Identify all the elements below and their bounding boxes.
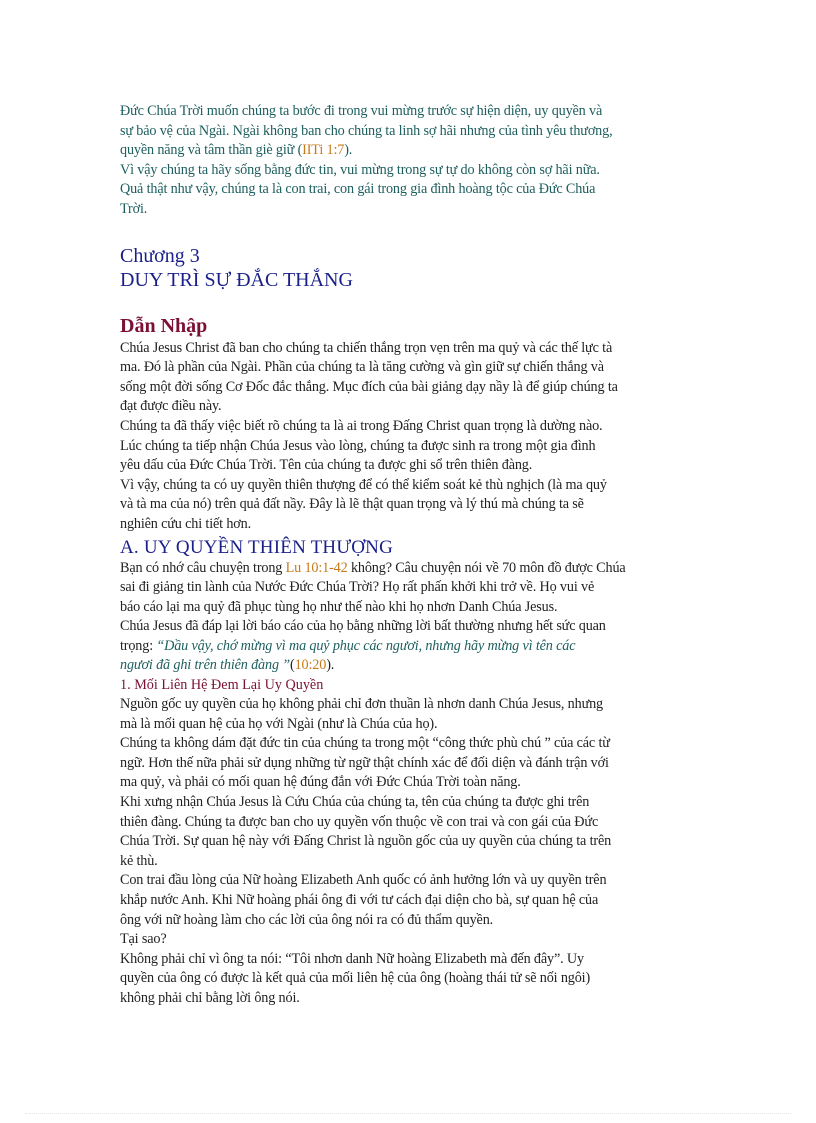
page-bottom-divider — [25, 1113, 791, 1114]
text-line: Đức Chúa Trời muốn chúng ta bước đi trong vui mừng trước sự hiện diện, uy quyền và — [120, 103, 603, 119]
text-line: Chúa Jesus đã đáp lại lời báo cáo của họ bằng những lời bất thường nhưng hết sức quan — [120, 618, 606, 635]
subsection-heading: 1. Mối Liên Hệ Đem Lại Uy Quyền — [120, 677, 324, 694]
text-span: ( — [290, 657, 295, 674]
text-line: Quả thật như vậy, chúng ta là con trai, con gái trong gia đình hoàng tộc của Đức Chúa — [120, 181, 596, 198]
text-line: nghiên cứu chi tiết hơn. — [120, 515, 251, 532]
text-line: Không phải chỉ vì ông ta nói: “Tôi nhơn danh Nữ hoàng Elizabeth mà đến đây”. Uy — [120, 950, 584, 967]
text-line: ngữ. Hơn thế nữa phải sử dụng những từ ngữ thật chính xác để đối diện và đánh trận với — [120, 754, 609, 771]
text-line: không phải chỉ bằng lời ông nói. — [120, 989, 300, 1006]
text-span: ). — [344, 142, 353, 159]
opening-paragraph — [120, 102, 700, 220]
text-line: yêu dấu của Đức Chúa Trời. Tên của chúng ta được ghi sổ trên thiên đàng. — [120, 457, 533, 474]
text-line — [120, 559, 700, 579]
scripture-reference: 10:20 — [294, 657, 327, 674]
text-line: báo cáo lại ma quỷ đã phục tùng họ như thế nào khi họ nhơn Danh Chúa Jesus. — [120, 598, 558, 615]
text-line: đạt được điều này. — [120, 398, 222, 415]
scripture-quote: ngươi đã ghi trên thiên đàng ” — [120, 657, 291, 674]
text-line: Tại sao? — [120, 931, 167, 948]
text-span: không? Câu chuyện nói về 70 môn đồ được Chúa — [347, 559, 626, 576]
text-line: Con trai đầu lòng của Nữ hoàng Elizabeth Anh quốc có ảnh hưởng lớn và uy quyền trên — [120, 872, 607, 889]
text-line: mà là mối quan hệ của họ với Ngài (như là Chúa của họ). — [120, 715, 438, 732]
text-line: Chúng ta đã thấy việc biết rõ chúng ta là ai trong Đấng Christ quan trọng là dường nào. — [120, 417, 603, 434]
text-line: Nguồn gốc uy quyền của họ không phải chỉ đơn thuần là nhơn danh Chúa Jesus, nhưng — [120, 696, 603, 713]
text-line: kẻ thù. — [120, 852, 158, 869]
text-span: trọng: — [120, 637, 157, 654]
text-line — [120, 656, 700, 676]
text-line: sự bảo vệ của Ngài. Ngài không ban cho chúng ta linh sợ hãi nhưng của tình yêu thương, — [120, 122, 613, 139]
text-line: Vì vậy, chúng ta có uy quyền thiên thượng để có thể kiểm soát kẻ thù nghịch (là ma quỷ — [120, 476, 607, 493]
text-line: Vì vậy chúng ta hãy sống bằng đức tin, vui mừng trong sự tự do không còn sợ hãi nữa. — [120, 161, 600, 178]
document-page — [120, 102, 700, 1009]
text-line: thiên đàng. Chúng ta được ban cho uy quyền vốn thuộc về con trai và con gái của Đức — [120, 813, 599, 830]
text-line — [120, 141, 700, 161]
scripture-reference: IITi 1:7 — [302, 142, 345, 159]
chapter-number: Chương 3 — [120, 244, 200, 267]
text-line: Chúng ta không dám đặt đức tin của chúng ta trong một “công thức phù chú ” của các từ — [120, 735, 610, 752]
text-line: Lúc chúng ta tiếp nhận Chúa Jesus vào lòng, chúng ta được sinh ra trong một gia đình — [120, 437, 596, 454]
text-span: quyền năng và tâm thần giè giữ ( — [120, 142, 303, 159]
text-line: Chúa Trời. Sự quan hệ này với Đấng Christ là nguồn gốc của uy quyền của chúng ta trên — [120, 833, 612, 850]
section-a-paragraph — [120, 559, 700, 677]
text-line: sai đi giảng tin lành của Nước Đức Chúa Trời? Họ rất phấn khởi khi trở về. Họ vui vẻ — [120, 579, 595, 596]
text-line: và tà ma của nó) trên quả đất nầy. Đây là lẽ thật quan trọng và lý thú mà chúng ta sẽ — [120, 496, 584, 513]
text-line: Khi xưng nhận Chúa Jesus là Cứu Chúa của chúng ta, tên của chúng ta được ghi trên — [120, 794, 590, 811]
text-line: Trời. — [120, 200, 148, 217]
subsection-paragraph — [120, 695, 700, 1009]
chapter-title: DUY TRÌ SỰ ĐẮC THẮNG — [120, 268, 353, 291]
text-line: khắp nước Anh. Khi Nữ hoàng phái ông đi với tư cách đại diện cho bà, sự quan hệ của — [120, 892, 599, 908]
text-line: sống một đời sống Cơ Đốc đắc thắng. Mục đích của bài giảng dạy nầy là để giúp chúng ta — [120, 378, 618, 395]
intro-heading: Dẫn Nhập — [120, 314, 208, 337]
text-span: Bạn có nhớ câu chuyện trong — [120, 559, 286, 576]
scripture-reference: Lu 10:1-42 — [285, 559, 348, 576]
scripture-quote: “Dầu vậy, chớ mừng vì ma quỷ phục các ngươi, nhưng hãy mừng vì tên các — [156, 637, 576, 654]
text-line — [120, 637, 700, 657]
intro-paragraph — [120, 339, 700, 535]
section-heading: A. UY QUYỀN THIÊN THƯỢNG — [120, 536, 394, 558]
text-line: Chúa Jesus Christ đã ban cho chúng ta chiến thắng trọn vẹn trên ma quỷ và các thế lực tà — [120, 339, 613, 356]
text-line: quyền của ông có được là kết quả của mối liên hệ của ông (hoàng thái tử sẽ nối ngôi) — [120, 970, 591, 987]
text-line: ma. Đó là phần của Ngài. Phần của chúng ta là tăng cường và gìn giữ sự chiến thắng và — [120, 359, 604, 376]
text-line: ông với nữ hoàng làm cho các lời của ông nói ra có đủ thẩm quyền. — [120, 911, 494, 928]
text-line: ma quỷ, và phải có mối quan hệ đúng đắn với Đức Chúa Trời toàn năng. — [120, 774, 521, 791]
text-span: ). — [326, 657, 335, 674]
